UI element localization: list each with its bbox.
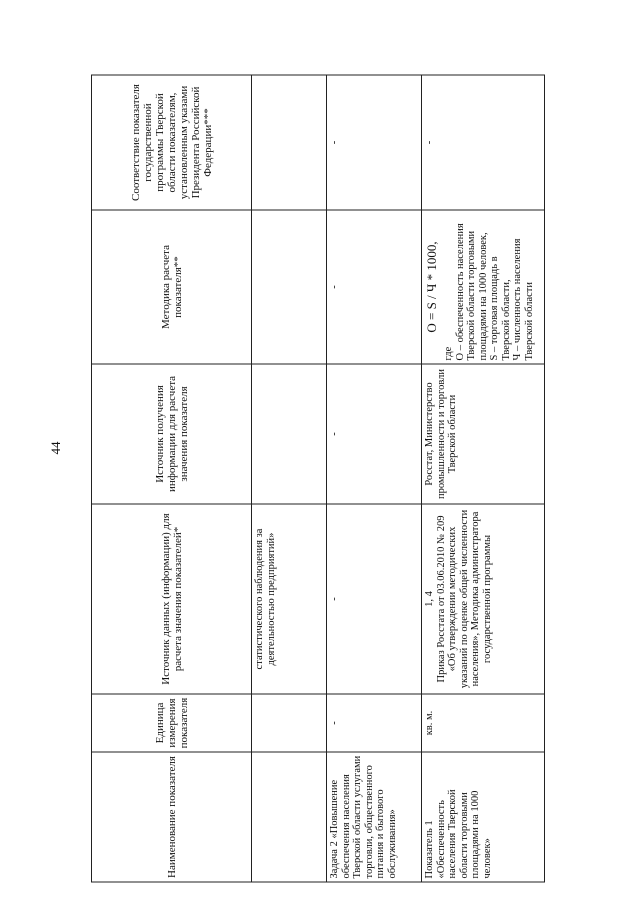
cell-method — [252, 210, 327, 364]
method-def-ch: Ч – численность населения Тверской области — [512, 238, 535, 361]
source-code: 1, 4 — [424, 591, 435, 607]
header-origin: Источник получения информации для расчета значения показателя — [92, 364, 252, 504]
table-row-task — [327, 75, 422, 882]
cell-source: - — [327, 504, 422, 694]
cell-unit: - — [327, 694, 422, 752]
header-name: Наименование показателя — [92, 752, 252, 882]
header-method: Методика расчета показателя** — [92, 210, 252, 364]
cell-origin: - — [327, 364, 422, 504]
method-def-o: О – обеспеченность населения Тверской области торговыми площадями на 1000 человек, — [454, 223, 489, 361]
indicators-table — [91, 75, 545, 883]
cell-source — [422, 504, 545, 694]
cell-name: Показатель 1 «Обеспеченность населения Тверской области торговыми площадями на 1000 человек» — [422, 752, 545, 882]
header-compliance: Соответствие показателя государственной программы Тверской области показателям, установленным указами Президента Российской Федерации*** — [92, 75, 252, 210]
cell-unit: кв. м. — [422, 694, 545, 752]
indicators-table-rotated — [91, 76, 545, 883]
cell-name: Задача 2 «Повышение обеспечения населения Тверской области услугами торговли, общественного питания и бытового обслуживания» — [327, 752, 422, 882]
cell-method: - — [327, 210, 422, 364]
source-text: Приказ Росстата от 03.06.2010 № 209 «Об утверждении методических указаний по оценке общей численности населения», Методика администратора государственной программы — [435, 509, 493, 689]
header-source: Источник данных (информации) для расчета значения показателей* — [92, 504, 252, 694]
method-formula: О = S / Ч * 1000, — [424, 241, 439, 333]
cell-origin — [252, 364, 327, 504]
cell-compliance: - — [327, 75, 422, 210]
cell-unit — [252, 694, 327, 752]
cell-compliance: - — [422, 75, 545, 210]
cell-name — [252, 752, 327, 882]
cell-origin: Росстат, Министерство промышленности и торговли Тверской области — [422, 364, 545, 504]
method-where: где — [443, 346, 454, 361]
cell-compliance — [252, 75, 327, 210]
table-header-row — [92, 75, 252, 882]
table-row-continuation — [252, 75, 327, 882]
table-row-indicator — [422, 75, 545, 882]
header-unit: Единица измерения показателя — [92, 694, 252, 752]
method-def-s: S – торговая площадь в Тверской области, — [489, 256, 512, 361]
cell-source: статистического наблюдения за деятельностью предприятий» — [252, 504, 327, 694]
page-number: 44 — [48, 441, 63, 455]
cell-method — [422, 210, 545, 364]
